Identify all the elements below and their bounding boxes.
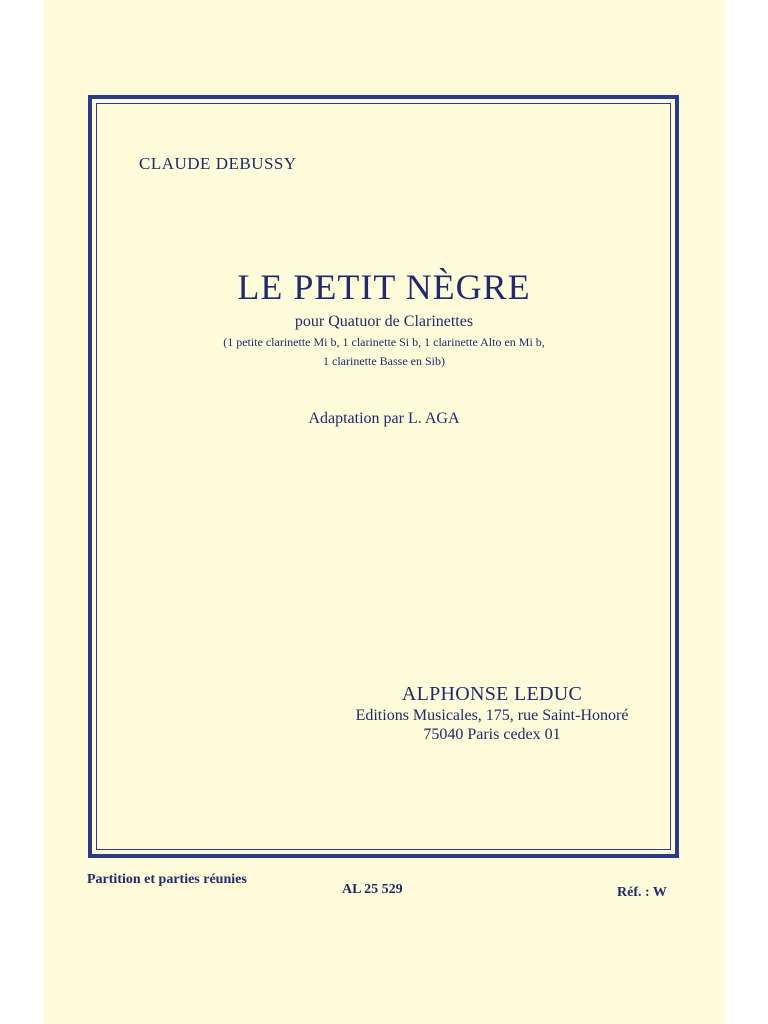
reference-code: Réf. : W [617, 885, 667, 900]
instrumentation-line-2: 1 clarinette Basse en Sib) [323, 354, 445, 368]
instrumentation-line-1: (1 petite clarinette Mi b, 1 clarinette Si b, 1 clarinette Alto en Mi b, [223, 335, 545, 349]
adaptation-credit: Adaptation par L. AGA [308, 410, 460, 427]
composer-name: CLAUDE DEBUSSY [139, 154, 297, 173]
publisher-address-line-1: Editions Musicales, 175, rue Saint-Honoré [355, 707, 629, 724]
publisher-name: ALPHONSE LEDUC [401, 683, 583, 705]
work-subtitle: pour Quatuor de Clarinettes [294, 313, 474, 330]
work-title: LE PETIT NÈGRE [237, 267, 531, 307]
catalog-number: AL 25 529 [342, 882, 403, 897]
publisher-address-line-2: 75040 Paris cedex 01 [423, 726, 561, 743]
edition-note: Partition et parties réunies [87, 872, 247, 887]
